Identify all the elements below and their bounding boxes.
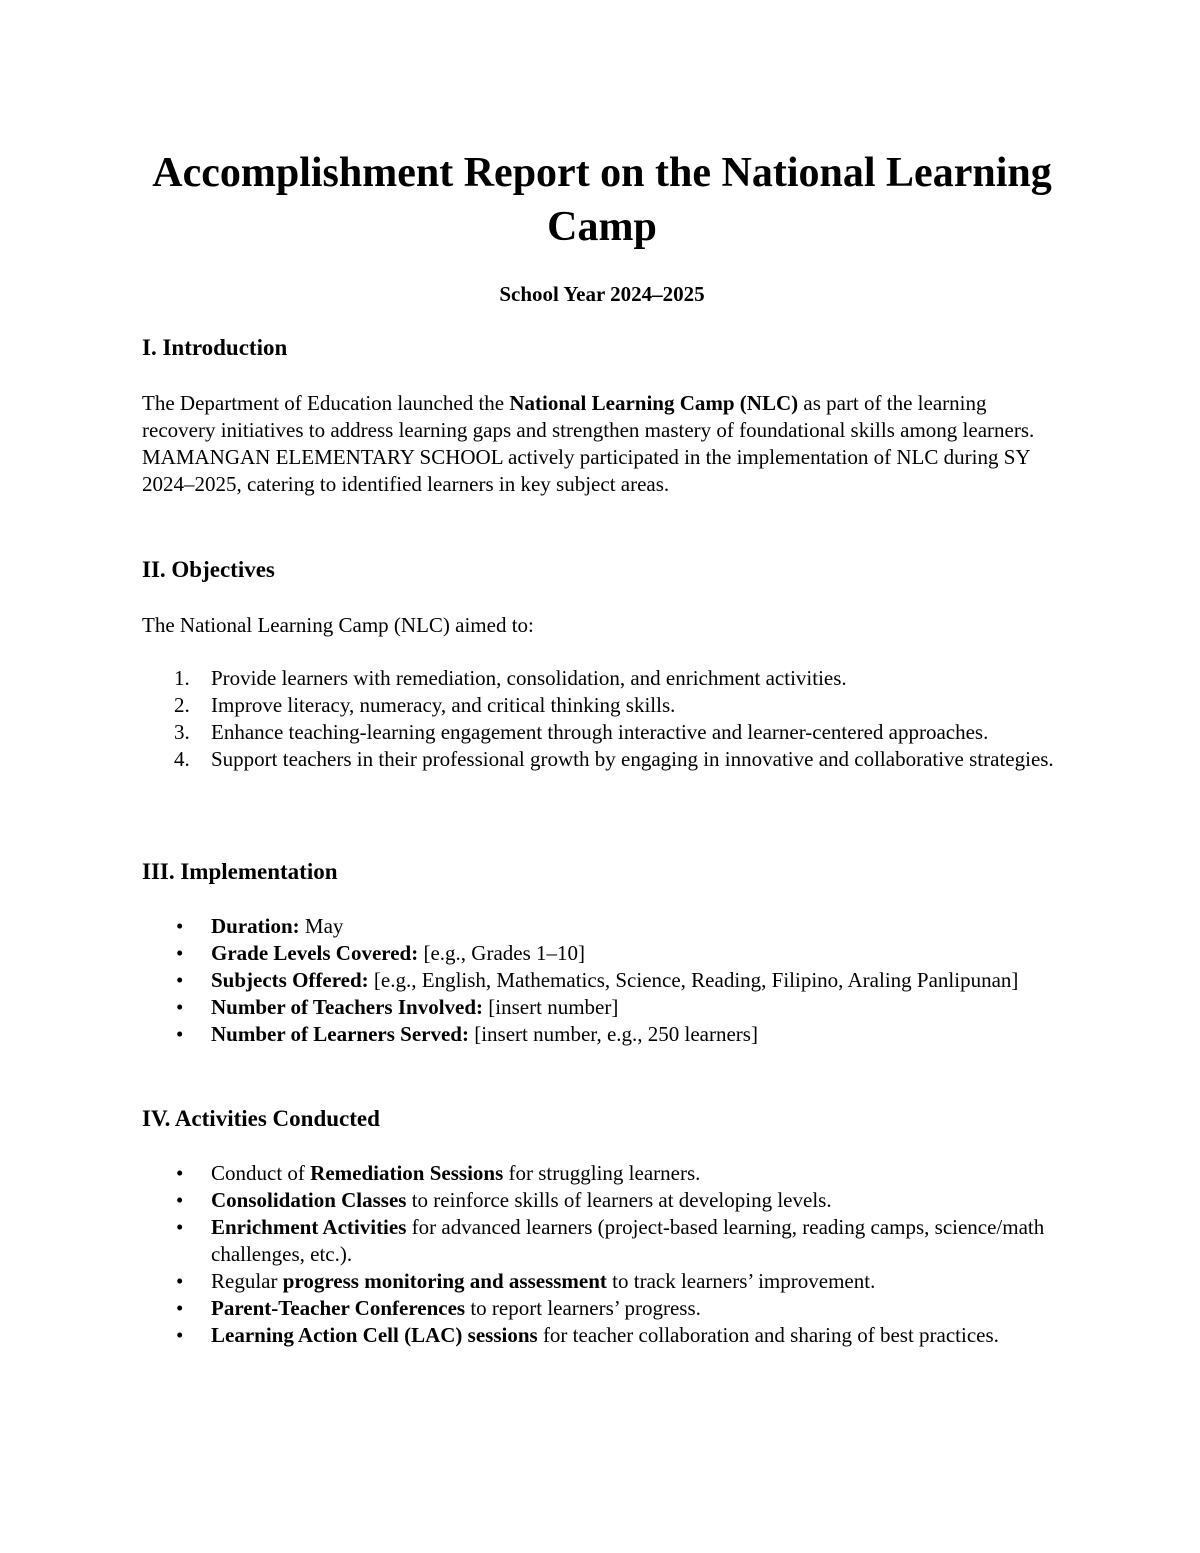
item-text-bold: Parent-Teacher Conferences — [211, 1296, 466, 1320]
item-label: Duration: — [211, 914, 300, 938]
list-item-text: Enhance teaching-learning engagement through interactive and learner-centered approaches. — [211, 720, 989, 744]
list-number: 3. — [174, 720, 190, 744]
list-item — [142, 967, 1062, 994]
item-value: [insert number, e.g., 250 learners] — [468, 1022, 758, 1046]
item-text-post: for advanced learners (project-based learning, reading camps, science/math challenges, etc.). — [211, 1215, 1045, 1266]
activities-list — [142, 1160, 1062, 1349]
introduction-heading: I. Introduction — [142, 335, 288, 360]
bullet-icon: • — [176, 1269, 184, 1293]
list-number: 4. — [174, 747, 190, 771]
item-label: Number of Teachers Involved: — [211, 995, 484, 1019]
item-text-post: to track learners’ improvement. — [606, 1269, 876, 1293]
item-value: [insert number] — [483, 995, 619, 1019]
activities-heading: IV. Activities Conducted — [142, 1106, 380, 1131]
introduction-paragraph — [142, 390, 1042, 498]
item-label: Grade Levels Covered: — [211, 941, 419, 965]
bullet-icon: • — [176, 1323, 184, 1347]
introduction-text-bold: National Learning Camp (NLC) — [509, 391, 799, 415]
item-text-post: for struggling learners. — [503, 1161, 701, 1185]
list-item — [142, 746, 1062, 773]
implementation-list — [142, 913, 1062, 1048]
list-item-text: Provide learners with remediation, consolidation, and enrichment activities. — [211, 666, 847, 690]
list-item-text: Support teachers in their professional growth by engaging in innovative and collaborative strategies. — [211, 747, 1054, 771]
objectives-list — [142, 665, 1062, 773]
school-year-subtitle: School Year 2024–2025 — [499, 282, 705, 306]
list-item — [142, 692, 1062, 719]
list-number: 1. — [174, 666, 190, 690]
list-item — [142, 1322, 1062, 1349]
bullet-icon: • — [176, 1296, 184, 1320]
item-text-pre: Regular — [211, 1269, 283, 1293]
list-number: 2. — [174, 693, 190, 717]
bullet-icon: • — [176, 914, 184, 938]
item-value: [e.g., English, Mathematics, Science, Reading, Filipino, Araling Panlipunan] — [368, 968, 1019, 992]
bullet-icon: • — [176, 995, 184, 1019]
item-text-bold: Learning Action Cell (LAC) sessions — [211, 1323, 538, 1347]
bullet-icon: • — [176, 1215, 184, 1239]
item-text-bold: Remediation Sessions — [310, 1161, 504, 1185]
item-text-bold: progress monitoring and assessment — [282, 1269, 607, 1293]
list-item — [142, 994, 1062, 1021]
item-value: May — [299, 914, 344, 938]
item-label: Subjects Offered: — [211, 968, 369, 992]
item-text-post: to report learners’ progress. — [465, 1296, 701, 1320]
list-item — [142, 719, 1062, 746]
item-text-post: for teacher collaboration and sharing of best practices. — [537, 1323, 999, 1347]
bullet-icon: • — [176, 1161, 184, 1185]
bullet-icon: • — [176, 968, 184, 992]
bullet-icon: • — [176, 941, 184, 965]
list-item — [142, 1160, 1062, 1187]
list-item — [142, 1214, 1062, 1268]
list-item — [142, 1268, 1062, 1295]
bullet-icon: • — [176, 1188, 184, 1212]
list-item — [142, 940, 1062, 967]
list-item — [142, 1021, 1062, 1048]
item-value: [e.g., Grades 1–10] — [418, 941, 586, 965]
list-item — [142, 1187, 1062, 1214]
list-item — [142, 1295, 1062, 1322]
item-label: Number of Learners Served: — [211, 1022, 469, 1046]
list-item — [142, 913, 1062, 940]
report-title: Accomplishment Report on the National Learning Camp — [152, 150, 1052, 250]
objectives-heading: II. Objectives — [142, 557, 275, 582]
list-item-text: Improve literacy, numeracy, and critical thinking skills. — [211, 693, 676, 717]
item-text-bold: Enrichment Activities — [211, 1215, 407, 1239]
item-text-bold: Consolidation Classes — [211, 1188, 407, 1212]
item-text-pre: Conduct of — [211, 1161, 311, 1185]
item-text-post: to reinforce skills of learners at developing levels. — [406, 1188, 832, 1212]
list-item — [142, 665, 1062, 692]
introduction-text-before: The Department of Education launched the — [142, 391, 510, 415]
bullet-icon: • — [176, 1022, 184, 1046]
introduction-text-after: as part of the learning recovery initiatives to address learning gaps and strengthen mastery of foundational skills among learners. MAMANGAN ELEMENTARY SCHOOL actively participated in the implementation of NLC during SY 2024–2025, catering to identified learners in key subject areas. — [142, 391, 1035, 496]
objectives-intro: The National Learning Camp (NLC) aimed to: — [142, 613, 534, 637]
implementation-heading: III. Implementation — [142, 859, 338, 884]
